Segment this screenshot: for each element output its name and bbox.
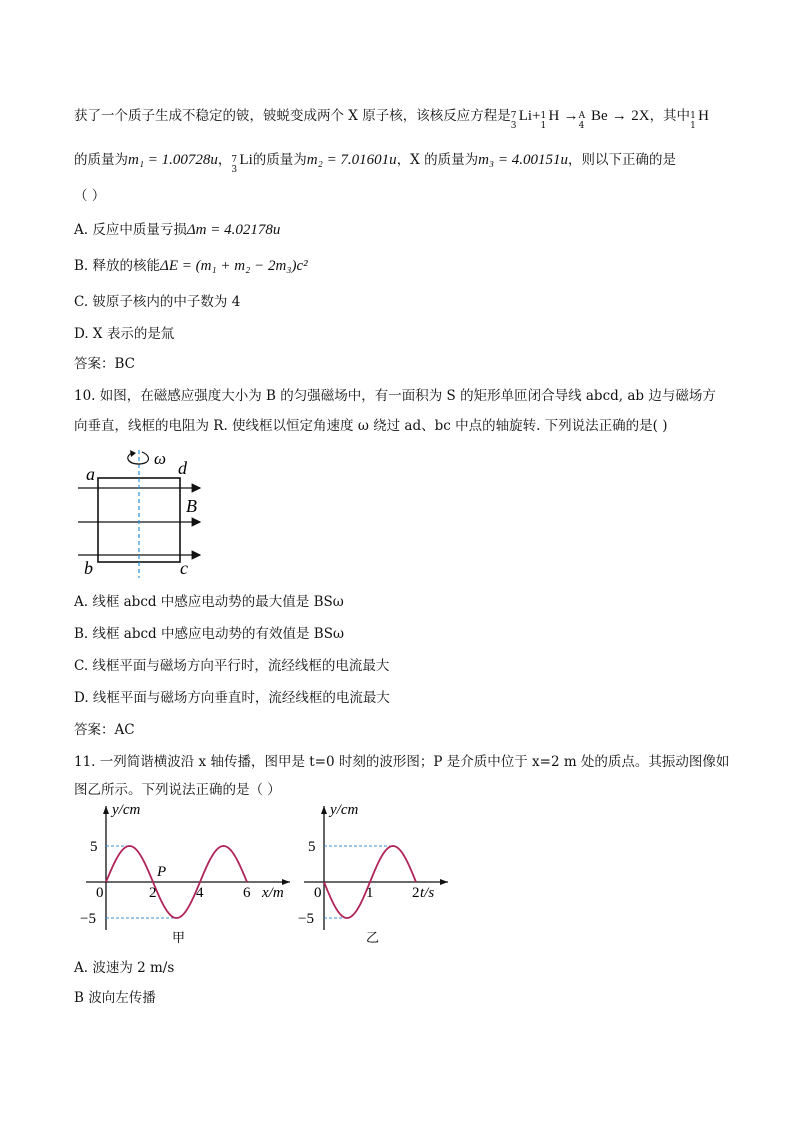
q9-option-c: C. 铍原子核内的中子数为 4 bbox=[74, 294, 241, 310]
x-tick-label: 6 bbox=[243, 885, 251, 901]
point-p-label: P bbox=[157, 864, 167, 880]
q10-figure bbox=[70, 444, 220, 580]
q10-option-a: A. 线框 abcd 中感应电动势的最大值是 BSω bbox=[74, 594, 344, 610]
q10-option-b: B. 线框 abcd 中感应电动势的有效值是 BSω bbox=[74, 626, 344, 642]
q9-text: 获了一个质子生成不稳定的铍，铍蜕变成两个 X 原子核，该核反应方程是 bbox=[74, 108, 511, 124]
label-a: a bbox=[86, 464, 95, 484]
q9-paren: （ ） bbox=[74, 188, 106, 204]
y-axis-arrow-icon bbox=[321, 806, 327, 814]
chart-caption: 甲 bbox=[172, 930, 186, 945]
x-tick-label: 4 bbox=[196, 885, 204, 901]
q11-option-a: A. 波速为 2 m/s bbox=[74, 960, 175, 976]
label-d: d bbox=[178, 458, 187, 478]
x-tick-label: 2 bbox=[412, 885, 420, 901]
q9-option-a: A. 反应中质量亏损Δm = 4.02178u bbox=[74, 222, 281, 238]
li2-nuclide-index: 7 3 bbox=[231, 155, 238, 175]
x-axis-label: x/m bbox=[262, 885, 284, 901]
h2-nuclide-index: 1 1 bbox=[690, 111, 696, 131]
chart-yi bbox=[300, 802, 460, 950]
q11-option-b: B 波向左传播 bbox=[74, 990, 156, 1006]
y-tick-label: 5 bbox=[90, 839, 98, 855]
y-axis-arrow-icon bbox=[103, 806, 109, 814]
m3-value: m₃ = 4.00151u bbox=[478, 152, 569, 168]
x-axis-arrow-icon bbox=[440, 879, 448, 885]
x-tick-label: 0 bbox=[314, 885, 322, 901]
label-B: B bbox=[186, 496, 197, 516]
h-nuclide-index: 1 1 bbox=[540, 111, 547, 131]
q10-option-c: C. 线框平面与磁场方向平行时，流经线框的电流最大 bbox=[74, 658, 390, 674]
chart-caption: 乙 bbox=[366, 930, 380, 945]
label-c: c bbox=[180, 558, 188, 578]
q9-line1: 获了一个质子生成不稳定的铍，铍蜕变成两个 X 原子核，该核反应方程是 7 3 Li+ 1 1 H → A 4 Be → 2X，其中 1 1 H bbox=[74, 108, 709, 131]
x-axis-label: t/s bbox=[420, 885, 435, 901]
x-tick-label: 1 bbox=[366, 885, 374, 901]
m2-value: m₂ = 7.01601u bbox=[306, 152, 397, 168]
x-tick-label: 2 bbox=[149, 885, 157, 901]
y-tick-label: 5 bbox=[308, 839, 316, 855]
q10-stem-line2: 向垂直，线框的电阻为 R. 使线框以恒定角速度 ω 绕过 ad、bc 中点的轴旋转. 下列说法正确的是( ) bbox=[74, 418, 668, 434]
m1-value: m₁ = 1.00728u bbox=[128, 152, 218, 168]
q10-option-d: D. 线框平面与磁场方向垂直时，流经线框的电流最大 bbox=[74, 690, 390, 706]
q11-stem-line1: 11. 一列简谐横波沿 x 轴传播，图甲是 t=0 时刻的波形图；P 是介质中位于 x=2 m 处的质点。其振动图像如 bbox=[74, 754, 730, 770]
be-nuclide-index: A 4 bbox=[578, 111, 586, 131]
q11-stem-line2: 图乙所示。下列说法正确的是（ ） bbox=[74, 782, 281, 798]
li-nuclide-index: 7 3 bbox=[510, 111, 517, 131]
q9-option-b: B. 释放的核能ΔE = (m₁ + m₂ − 2m₃)c² bbox=[74, 258, 308, 274]
q9-line2: 的质量为m₁ = 1.00728u， 7 3 Li的质量为m₂ = 7.01601u，X 的质量为m₃ = 4.00151u，则以下正确的是 bbox=[74, 152, 677, 175]
q10-stem-line1: 10. 如图，在磁感应强度大小为 B 的匀强磁场中，有一面积为 S 的矩形单匝闭合导线 abcd, ab 边与磁场方 bbox=[74, 388, 716, 404]
y-tick-label: −5 bbox=[80, 911, 96, 927]
x-tick-label: 0 bbox=[96, 885, 104, 901]
q10-answer: 答案：AC bbox=[74, 722, 135, 738]
label-b: b bbox=[84, 558, 93, 578]
q9-option-d: D. X 表示的是氚 bbox=[74, 326, 175, 342]
chart-jia bbox=[82, 802, 302, 950]
y-axis-label: y/cm bbox=[330, 802, 359, 818]
y-tick-label: −5 bbox=[298, 911, 314, 927]
omega-label: ω bbox=[154, 449, 167, 468]
y-axis-label: y/cm bbox=[112, 802, 141, 818]
q9-answer: 答案：BC bbox=[74, 356, 136, 372]
